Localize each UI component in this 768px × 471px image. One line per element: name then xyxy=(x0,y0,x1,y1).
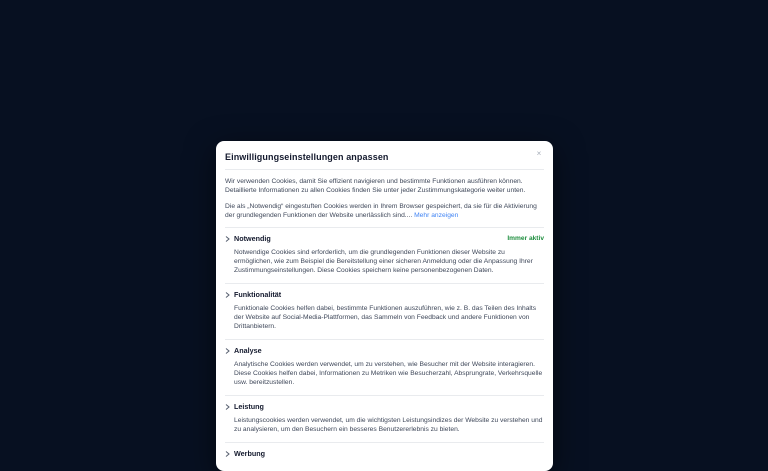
chevron-right-icon xyxy=(225,236,234,242)
intro-text xyxy=(216,177,553,227)
intro-paragraph-2 xyxy=(225,202,544,220)
header-divider xyxy=(225,169,544,170)
cookie-section-notwendig xyxy=(216,228,553,275)
section-description: Leistungscookies werden verwendet, um die wichtigsten Leistungsindizes der Website zu verstehen und zu analysieren, um den Besuchern ein besseres Benutzererlebnis zu bieten. xyxy=(234,417,543,433)
section-label: Werbung xyxy=(234,449,266,458)
section-label: Leistung xyxy=(234,402,264,411)
dialog-header xyxy=(216,141,553,169)
cookie-section-funktionalitaet xyxy=(216,284,553,331)
section-description: Notwendige Cookies sind erforderlich, um die grundlegenden Funktionen dieser Website zu ermöglichen, wie zum Beispiel die Bereitstellung einer sicheren Anmeldung oder die Anpassung Ihrer Zustimmungseinstellungen. Diese Cookies speichern keine personenbezogenen Daten. xyxy=(234,249,533,274)
section-header-funktionalitaet[interactable] xyxy=(216,284,553,304)
section-description: Analytische Cookies werden verwendet, um zu verstehen, wie Besucher mit der Website interagieren. Diese Cookies helfen dabei, Informationen zu Metriken wie Besucherzahl, Absprungrate, Verkehrsquelle usw. bereitzustellen. xyxy=(234,361,543,386)
cookie-section-werbung xyxy=(216,443,553,463)
section-description: Funktionale Cookies helfen dabei, bestimmte Funktionen auszuführen, wie z. B. das Teilen des Inhalts der Website auf Social-Media-Plattformen, das Sammeln von Feedback und andere Funktionen von Drittanbietern. xyxy=(234,305,537,330)
chevron-right-icon xyxy=(225,292,234,298)
section-header-notwendig[interactable] xyxy=(216,228,553,248)
cookie-section-leistung xyxy=(216,396,553,434)
section-header-leistung[interactable] xyxy=(216,396,553,416)
intro-paragraph-2-text: Die als „Notwendig“ eingestuften Cookies werden in Ihrem Browser gespeichert, da sie für die Aktivierung der grundlegenden Funktionen der Website unerlässlich sind.... xyxy=(225,203,537,219)
show-more-link[interactable]: Mehr anzeigen xyxy=(414,212,459,219)
section-header-werbung[interactable] xyxy=(216,443,553,463)
chevron-right-icon xyxy=(225,348,234,354)
chevron-right-icon xyxy=(225,404,234,410)
dialog-title: Einwilligungseinstellungen anpassen xyxy=(225,152,389,162)
cookie-section-analyse xyxy=(216,340,553,387)
section-label: Analyse xyxy=(234,346,262,355)
cookie-consent-dialog xyxy=(216,141,553,471)
close-icon[interactable]: × xyxy=(536,149,542,158)
always-active-badge: Immer aktiv xyxy=(507,235,544,242)
intro-paragraph-1: Wir verwenden Cookies, damit Sie effizient navigieren und bestimmte Funktionen ausführen können. Detaillierte Informationen zu allen Cookies finden Sie unter jeder Zustimmungskategorie weiter unten. xyxy=(225,178,526,194)
chevron-right-icon xyxy=(225,451,234,457)
section-header-analyse[interactable] xyxy=(216,340,553,360)
section-label: Funktionalität xyxy=(234,290,282,299)
section-label: Notwendig xyxy=(234,234,271,243)
